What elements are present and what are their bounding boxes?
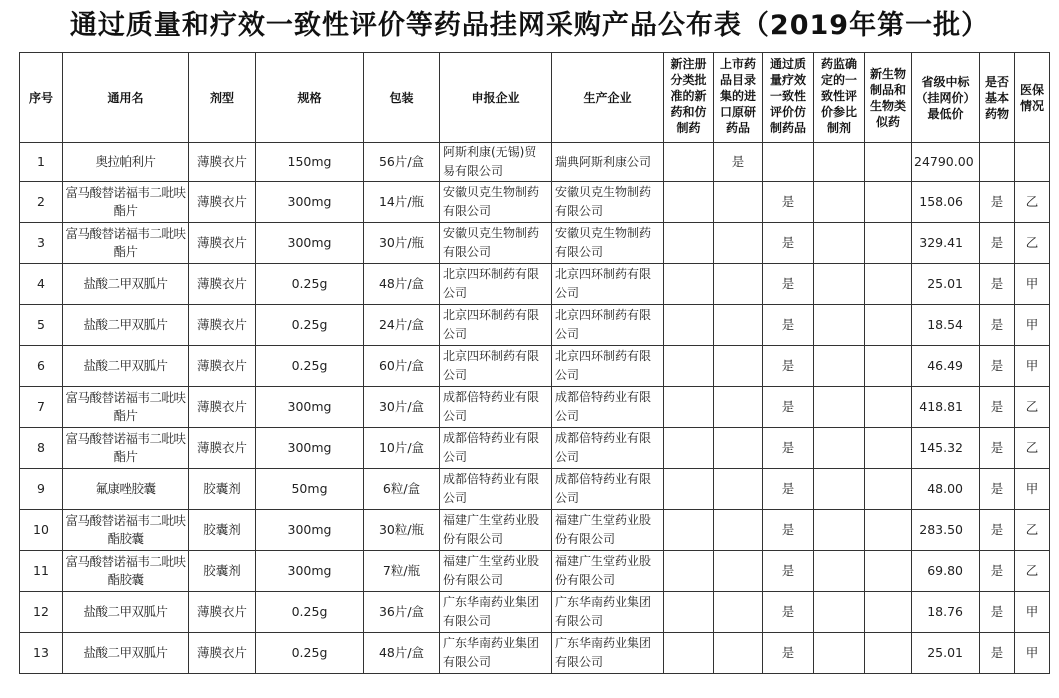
cell-generic-name: 富马酸替诺福韦二吡呋酯片 bbox=[63, 182, 189, 223]
table-row bbox=[20, 592, 1050, 633]
header-cell-text: 新注册分类批准的新药和仿制药 bbox=[670, 57, 707, 135]
cell-serial: 7 bbox=[20, 387, 63, 428]
cell-reference-preparation bbox=[814, 305, 865, 346]
cell-specification: 300mg bbox=[256, 387, 364, 428]
cell-basic-drug: 是 bbox=[980, 551, 1015, 592]
cell-basic-drug: 是 bbox=[980, 469, 1015, 510]
cell-serial: 10 bbox=[20, 510, 63, 551]
cell-basic-drug: 是 bbox=[980, 592, 1015, 633]
cell-specification: 0.25g bbox=[256, 346, 364, 387]
cell-specification: 300mg bbox=[256, 428, 364, 469]
cell-basic-drug: 是 bbox=[980, 182, 1015, 223]
cell-specification: 0.25g bbox=[256, 305, 364, 346]
cell-biologic bbox=[865, 223, 912, 264]
cell-reference-preparation bbox=[814, 510, 865, 551]
cell-reference-preparation bbox=[814, 223, 865, 264]
cell-consistency-passed: 是 bbox=[763, 182, 814, 223]
cell-consistency-passed: 是 bbox=[763, 428, 814, 469]
cell-serial: 8 bbox=[20, 428, 63, 469]
cell-manufacturer: 北京四环制药有限公司 bbox=[552, 264, 664, 305]
cell-basic-drug: 是 bbox=[980, 346, 1015, 387]
cell-package: 30片/盒 bbox=[364, 387, 440, 428]
cell-consistency-passed: 是 bbox=[763, 305, 814, 346]
cell-basic-drug: 是 bbox=[980, 305, 1015, 346]
cell-consistency-passed: 是 bbox=[763, 387, 814, 428]
header-cell bbox=[763, 53, 814, 143]
cell-dosage-form: 薄膜衣片 bbox=[189, 182, 256, 223]
cell-specification: 300mg bbox=[256, 510, 364, 551]
cell-reference-preparation bbox=[814, 143, 865, 182]
cell-insurance: 甲 bbox=[1015, 633, 1050, 674]
cell-new-drug bbox=[664, 592, 714, 633]
cell-specification: 300mg bbox=[256, 551, 364, 592]
cell-serial: 13 bbox=[20, 633, 63, 674]
cell-specification: 150mg bbox=[256, 143, 364, 182]
cell-imported-original bbox=[714, 305, 763, 346]
cell-biologic bbox=[865, 387, 912, 428]
cell-lowest-price: 329.41 bbox=[912, 223, 980, 264]
cell-generic-name: 富马酸替诺福韦二吡呋酯胶囊 bbox=[63, 510, 189, 551]
cell-lowest-price: 24790.00 bbox=[912, 143, 980, 182]
cell-dosage-form: 薄膜衣片 bbox=[189, 387, 256, 428]
cell-manufacturer: 广东华南药业集团有限公司 bbox=[552, 633, 664, 674]
header-cell: 剂型 bbox=[189, 53, 256, 143]
cell-imported-original bbox=[714, 182, 763, 223]
cell-consistency-passed: 是 bbox=[763, 469, 814, 510]
cell-insurance: 乙 bbox=[1015, 387, 1050, 428]
cell-biologic bbox=[865, 633, 912, 674]
cell-specification: 50mg bbox=[256, 469, 364, 510]
cell-package: 48片/盒 bbox=[364, 264, 440, 305]
cell-manufacturer: 广东华南药业集团有限公司 bbox=[552, 592, 664, 633]
cell-insurance: 甲 bbox=[1015, 592, 1050, 633]
cell-imported-original bbox=[714, 264, 763, 305]
table-row bbox=[20, 633, 1050, 674]
cell-new-drug bbox=[664, 551, 714, 592]
cell-lowest-price: 18.54 bbox=[912, 305, 980, 346]
cell-biologic bbox=[865, 510, 912, 551]
cell-generic-name: 富马酸替诺福韦二吡呋酯片 bbox=[63, 428, 189, 469]
cell-biologic bbox=[865, 305, 912, 346]
cell-lowest-price: 46.49 bbox=[912, 346, 980, 387]
cell-package: 60片/盒 bbox=[364, 346, 440, 387]
cell-package: 30片/瓶 bbox=[364, 223, 440, 264]
header-cell: 新生物制品和生物类似药 bbox=[865, 53, 912, 143]
cell-manufacturer: 北京四环制药有限公司 bbox=[552, 346, 664, 387]
table-row bbox=[20, 387, 1050, 428]
header-cell: 医保情况 bbox=[1015, 53, 1050, 143]
cell-new-drug bbox=[664, 223, 714, 264]
cell-insurance bbox=[1015, 143, 1050, 182]
table-row bbox=[20, 305, 1050, 346]
cell-applicant: 广东华南药业集团有限公司 bbox=[440, 633, 552, 674]
cell-manufacturer: 瑞典阿斯利康公司 bbox=[552, 143, 664, 182]
cell-applicant: 福建广生堂药业股份有限公司 bbox=[440, 551, 552, 592]
header-cell: 序号 bbox=[20, 53, 63, 143]
cell-package: 14片/瓶 bbox=[364, 182, 440, 223]
cell-specification: 0.25g bbox=[256, 592, 364, 633]
cell-biologic bbox=[865, 143, 912, 182]
cell-dosage-form: 薄膜衣片 bbox=[189, 346, 256, 387]
table-row bbox=[20, 264, 1050, 305]
cell-applicant: 北京四环制药有限公司 bbox=[440, 346, 552, 387]
cell-package: 36片/盒 bbox=[364, 592, 440, 633]
cell-serial: 6 bbox=[20, 346, 63, 387]
cell-reference-preparation bbox=[814, 182, 865, 223]
cell-applicant: 成都倍特药业有限公司 bbox=[440, 428, 552, 469]
cell-new-drug bbox=[664, 143, 714, 182]
cell-basic-drug: 是 bbox=[980, 633, 1015, 674]
cell-dosage-form: 薄膜衣片 bbox=[189, 633, 256, 674]
cell-insurance: 甲 bbox=[1015, 305, 1050, 346]
header-cell: 是否基本药物 bbox=[980, 53, 1015, 143]
table-row bbox=[20, 469, 1050, 510]
cell-applicant: 北京四环制药有限公司 bbox=[440, 264, 552, 305]
cell-generic-name: 盐酸二甲双胍片 bbox=[63, 305, 189, 346]
cell-generic-name: 盐酸二甲双胍片 bbox=[63, 633, 189, 674]
cell-dosage-form: 薄膜衣片 bbox=[189, 223, 256, 264]
cell-reference-preparation bbox=[814, 592, 865, 633]
cell-applicant: 北京四环制药有限公司 bbox=[440, 305, 552, 346]
cell-dosage-form: 薄膜衣片 bbox=[189, 143, 256, 182]
cell-new-drug bbox=[664, 428, 714, 469]
cell-package: 24片/盒 bbox=[364, 305, 440, 346]
cell-package: 10片/盒 bbox=[364, 428, 440, 469]
cell-applicant: 成都倍特药业有限公司 bbox=[440, 387, 552, 428]
cell-new-drug bbox=[664, 633, 714, 674]
cell-new-drug bbox=[664, 182, 714, 223]
header-cell-text: 通过质量疗效一致性评价仿制药品 bbox=[769, 57, 806, 135]
cell-insurance: 乙 bbox=[1015, 510, 1050, 551]
cell-imported-original bbox=[714, 387, 763, 428]
cell-serial: 2 bbox=[20, 182, 63, 223]
cell-package: 48片/盒 bbox=[364, 633, 440, 674]
cell-insurance: 乙 bbox=[1015, 551, 1050, 592]
cell-new-drug bbox=[664, 305, 714, 346]
cell-insurance: 乙 bbox=[1015, 223, 1050, 264]
cell-dosage-form: 薄膜衣片 bbox=[189, 428, 256, 469]
cell-package: 56片/盒 bbox=[364, 143, 440, 182]
cell-serial: 5 bbox=[20, 305, 63, 346]
cell-specification: 300mg bbox=[256, 223, 364, 264]
cell-consistency-passed: 是 bbox=[763, 223, 814, 264]
cell-manufacturer: 成都倍特药业有限公司 bbox=[552, 469, 664, 510]
cell-basic-drug: 是 bbox=[980, 428, 1015, 469]
cell-package: 6粒/盒 bbox=[364, 469, 440, 510]
cell-reference-preparation bbox=[814, 264, 865, 305]
header-cell-text: 药监确定的一致性评价参比制剂 bbox=[820, 57, 857, 135]
cell-serial: 9 bbox=[20, 469, 63, 510]
cell-dosage-form: 薄膜衣片 bbox=[189, 592, 256, 633]
cell-new-drug bbox=[664, 510, 714, 551]
cell-basic-drug: 是 bbox=[980, 510, 1015, 551]
cell-manufacturer: 北京四环制药有限公司 bbox=[552, 305, 664, 346]
cell-serial: 12 bbox=[20, 592, 63, 633]
cell-serial: 1 bbox=[20, 143, 63, 182]
cell-package: 30粒/瓶 bbox=[364, 510, 440, 551]
table-row bbox=[20, 223, 1050, 264]
cell-generic-name: 盐酸二甲双胍片 bbox=[63, 592, 189, 633]
table-row bbox=[20, 551, 1050, 592]
cell-generic-name: 富马酸替诺福韦二吡呋酯片 bbox=[63, 223, 189, 264]
cell-imported-original bbox=[714, 633, 763, 674]
cell-serial: 11 bbox=[20, 551, 63, 592]
header-cell-text: 上市药品目录集的进口原研药品 bbox=[719, 57, 756, 135]
page-title: 通过质量和疗效一致性评价等药品挂网采购产品公布表（2019年第一批） bbox=[69, 10, 990, 41]
cell-new-drug bbox=[664, 346, 714, 387]
cell-specification: 0.25g bbox=[256, 633, 364, 674]
cell-applicant: 成都倍特药业有限公司 bbox=[440, 469, 552, 510]
cell-consistency-passed: 是 bbox=[763, 510, 814, 551]
cell-lowest-price: 25.01 bbox=[912, 633, 980, 674]
cell-generic-name: 富马酸替诺福韦二吡呋酯胶囊 bbox=[63, 551, 189, 592]
table-row bbox=[20, 182, 1050, 223]
cell-imported-original bbox=[714, 551, 763, 592]
cell-imported-original: 是 bbox=[714, 143, 763, 182]
cell-new-drug bbox=[664, 264, 714, 305]
cell-serial: 4 bbox=[20, 264, 63, 305]
cell-insurance: 乙 bbox=[1015, 428, 1050, 469]
cell-generic-name: 氟康唑胶囊 bbox=[63, 469, 189, 510]
cell-consistency-passed bbox=[763, 143, 814, 182]
cell-package: 7粒/瓶 bbox=[364, 551, 440, 592]
cell-generic-name: 奥拉帕利片 bbox=[63, 143, 189, 182]
procurement-table-container bbox=[19, 52, 1049, 674]
cell-biologic bbox=[865, 551, 912, 592]
cell-lowest-price: 18.76 bbox=[912, 592, 980, 633]
cell-specification: 300mg bbox=[256, 182, 364, 223]
cell-consistency-passed: 是 bbox=[763, 264, 814, 305]
table-row bbox=[20, 428, 1050, 469]
cell-specification: 0.25g bbox=[256, 264, 364, 305]
table-row bbox=[20, 510, 1050, 551]
cell-applicant: 安徽贝克生物制药有限公司 bbox=[440, 223, 552, 264]
cell-lowest-price: 145.32 bbox=[912, 428, 980, 469]
table-body bbox=[20, 143, 1050, 674]
cell-manufacturer: 成都倍特药业有限公司 bbox=[552, 387, 664, 428]
cell-biologic bbox=[865, 346, 912, 387]
cell-biologic bbox=[865, 428, 912, 469]
header-cell: 包装 bbox=[364, 53, 440, 143]
cell-consistency-passed: 是 bbox=[763, 551, 814, 592]
table-row bbox=[20, 346, 1050, 387]
cell-new-drug bbox=[664, 387, 714, 428]
cell-dosage-form: 胶囊剂 bbox=[189, 510, 256, 551]
cell-consistency-passed: 是 bbox=[763, 346, 814, 387]
cell-insurance: 甲 bbox=[1015, 469, 1050, 510]
header-cell: 规格 bbox=[256, 53, 364, 143]
cell-biologic bbox=[865, 182, 912, 223]
cell-imported-original bbox=[714, 510, 763, 551]
cell-reference-preparation bbox=[814, 633, 865, 674]
cell-imported-original bbox=[714, 428, 763, 469]
cell-reference-preparation bbox=[814, 428, 865, 469]
cell-manufacturer: 安徽贝克生物制药有限公司 bbox=[552, 223, 664, 264]
cell-basic-drug bbox=[980, 143, 1015, 182]
cell-generic-name: 富马酸替诺福韦二吡呋酯片 bbox=[63, 387, 189, 428]
cell-insurance: 甲 bbox=[1015, 346, 1050, 387]
cell-lowest-price: 158.06 bbox=[912, 182, 980, 223]
cell-lowest-price: 283.50 bbox=[912, 510, 980, 551]
cell-applicant: 福建广生堂药业股份有限公司 bbox=[440, 510, 552, 551]
cell-applicant: 广东华南药业集团有限公司 bbox=[440, 592, 552, 633]
cell-biologic bbox=[865, 469, 912, 510]
cell-biologic bbox=[865, 592, 912, 633]
table-row bbox=[20, 143, 1050, 182]
header-cell bbox=[714, 53, 763, 143]
cell-reference-preparation bbox=[814, 551, 865, 592]
cell-imported-original bbox=[714, 223, 763, 264]
cell-dosage-form: 胶囊剂 bbox=[189, 469, 256, 510]
cell-reference-preparation bbox=[814, 469, 865, 510]
header-cell bbox=[814, 53, 865, 143]
cell-serial: 3 bbox=[20, 223, 63, 264]
header-cell: 省级中标（挂网价）最低价 bbox=[912, 53, 980, 143]
cell-manufacturer: 福建广生堂药业股份有限公司 bbox=[552, 551, 664, 592]
cell-lowest-price: 25.01 bbox=[912, 264, 980, 305]
cell-applicant: 阿斯利康(无锡)贸易有限公司 bbox=[440, 143, 552, 182]
cell-generic-name: 盐酸二甲双胍片 bbox=[63, 264, 189, 305]
cell-lowest-price: 48.00 bbox=[912, 469, 980, 510]
header-row bbox=[20, 53, 1050, 143]
cell-dosage-form: 胶囊剂 bbox=[189, 551, 256, 592]
cell-manufacturer: 福建广生堂药业股份有限公司 bbox=[552, 510, 664, 551]
cell-dosage-form: 薄膜衣片 bbox=[189, 305, 256, 346]
header-cell: 申报企业 bbox=[440, 53, 552, 143]
cell-basic-drug: 是 bbox=[980, 387, 1015, 428]
cell-reference-preparation bbox=[814, 346, 865, 387]
cell-new-drug bbox=[664, 469, 714, 510]
cell-imported-original bbox=[714, 469, 763, 510]
cell-imported-original bbox=[714, 346, 763, 387]
cell-insurance: 乙 bbox=[1015, 182, 1050, 223]
cell-lowest-price: 418.81 bbox=[912, 387, 980, 428]
cell-basic-drug: 是 bbox=[980, 223, 1015, 264]
cell-consistency-passed: 是 bbox=[763, 592, 814, 633]
cell-reference-preparation bbox=[814, 387, 865, 428]
cell-insurance: 甲 bbox=[1015, 264, 1050, 305]
header-cell: 通用名 bbox=[63, 53, 189, 143]
cell-manufacturer: 成都倍特药业有限公司 bbox=[552, 428, 664, 469]
cell-applicant: 安徽贝克生物制药有限公司 bbox=[440, 182, 552, 223]
cell-manufacturer: 安徽贝克生物制药有限公司 bbox=[552, 182, 664, 223]
cell-lowest-price: 69.80 bbox=[912, 551, 980, 592]
cell-generic-name: 盐酸二甲双胍片 bbox=[63, 346, 189, 387]
cell-imported-original bbox=[714, 592, 763, 633]
cell-basic-drug: 是 bbox=[980, 264, 1015, 305]
cell-biologic bbox=[865, 264, 912, 305]
header-cell: 生产企业 bbox=[552, 53, 664, 143]
header-cell bbox=[664, 53, 714, 143]
cell-dosage-form: 薄膜衣片 bbox=[189, 264, 256, 305]
procurement-table bbox=[19, 52, 1050, 674]
cell-consistency-passed: 是 bbox=[763, 633, 814, 674]
